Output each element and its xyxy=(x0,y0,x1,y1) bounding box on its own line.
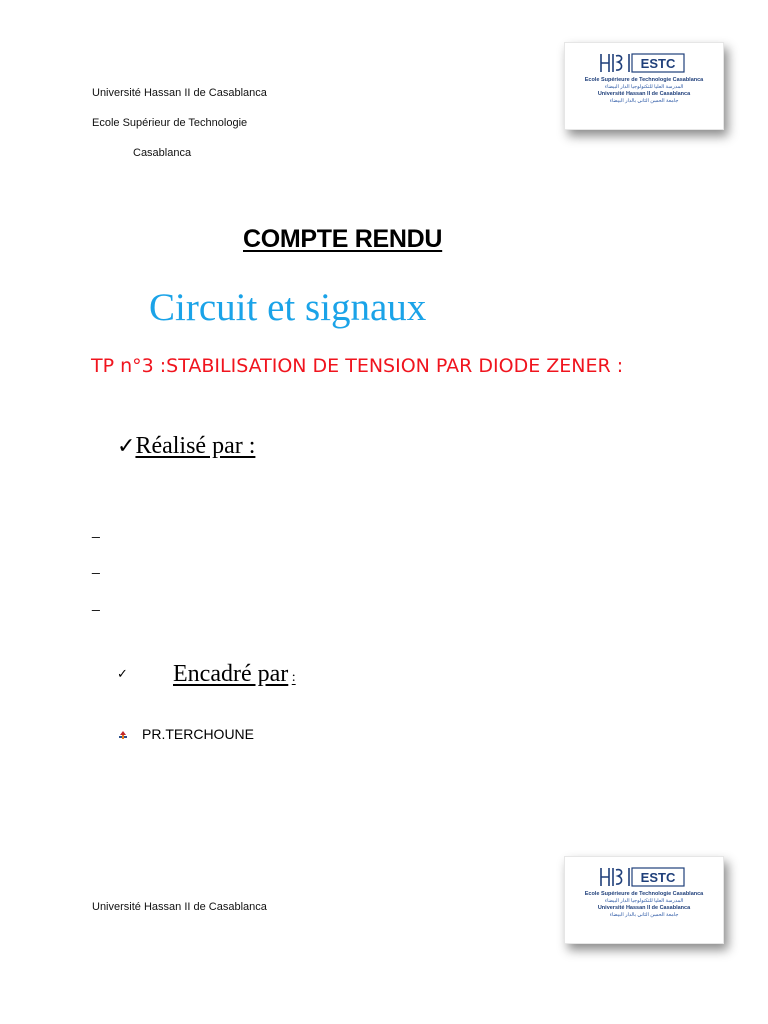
authors-heading xyxy=(117,433,255,460)
supervisor-colon: : xyxy=(291,670,296,685)
estc-logo-icon xyxy=(598,52,690,74)
estc-logo-icon xyxy=(598,866,690,888)
header-school: Ecole Supérieur de Technologie xyxy=(92,117,248,129)
footer-university: Université Hassan II de Casablanca xyxy=(92,901,267,913)
supervisor-label: Encadré par xyxy=(173,661,289,687)
logo-line-2: المدرسة العليا للتكنولوجيا الدار البيضاء xyxy=(604,84,684,90)
logo-line-1: Ecole Supérieure de Technologie Casablanca xyxy=(584,77,704,83)
estc-logo-bottom xyxy=(564,856,724,944)
author-entry: _ xyxy=(92,558,100,574)
tp-title: TP n°3 :STABILISATION DE TENSION PAR DIODE ZENER : xyxy=(91,355,624,377)
logo-line-4: جامعة الحسن الثاني بالدار البيضاء xyxy=(609,98,679,104)
estc-logo-top xyxy=(564,42,724,130)
checkmark-icon: ✓ xyxy=(117,434,136,459)
logo-line-4: جامعة الحسن الثاني بالدار البيضاء xyxy=(609,912,679,918)
logo-acronym: ESTC xyxy=(640,56,676,71)
supervisor-heading xyxy=(173,661,296,688)
header-university: Université Hassan II de Casablanca xyxy=(92,87,267,99)
checkmark-icon: ✓ xyxy=(117,667,128,682)
author-entry: _ xyxy=(92,595,100,611)
arrow-bullet-icon xyxy=(118,730,128,740)
logo-line-3: Université Hassan II de Casablanca xyxy=(597,905,691,911)
logo-line-2: المدرسة العليا للتكنولوجيا الدار البيضاء xyxy=(604,898,684,904)
document-title: COMPTE RENDU xyxy=(243,225,443,253)
logo-line-1: Ecole Supérieure de Technologie Casablanca xyxy=(584,891,704,897)
authors-label: Réalisé par : xyxy=(135,433,256,459)
author-entry: _ xyxy=(92,522,100,538)
logo-line-3: Université Hassan II de Casablanca xyxy=(597,91,691,97)
supervisor-name: PR.TERCHOUNE xyxy=(142,726,255,742)
subject-title: Circuit et signaux xyxy=(149,286,427,329)
logo-acronym: ESTC xyxy=(640,870,676,885)
header-city: Casablanca xyxy=(133,147,192,159)
